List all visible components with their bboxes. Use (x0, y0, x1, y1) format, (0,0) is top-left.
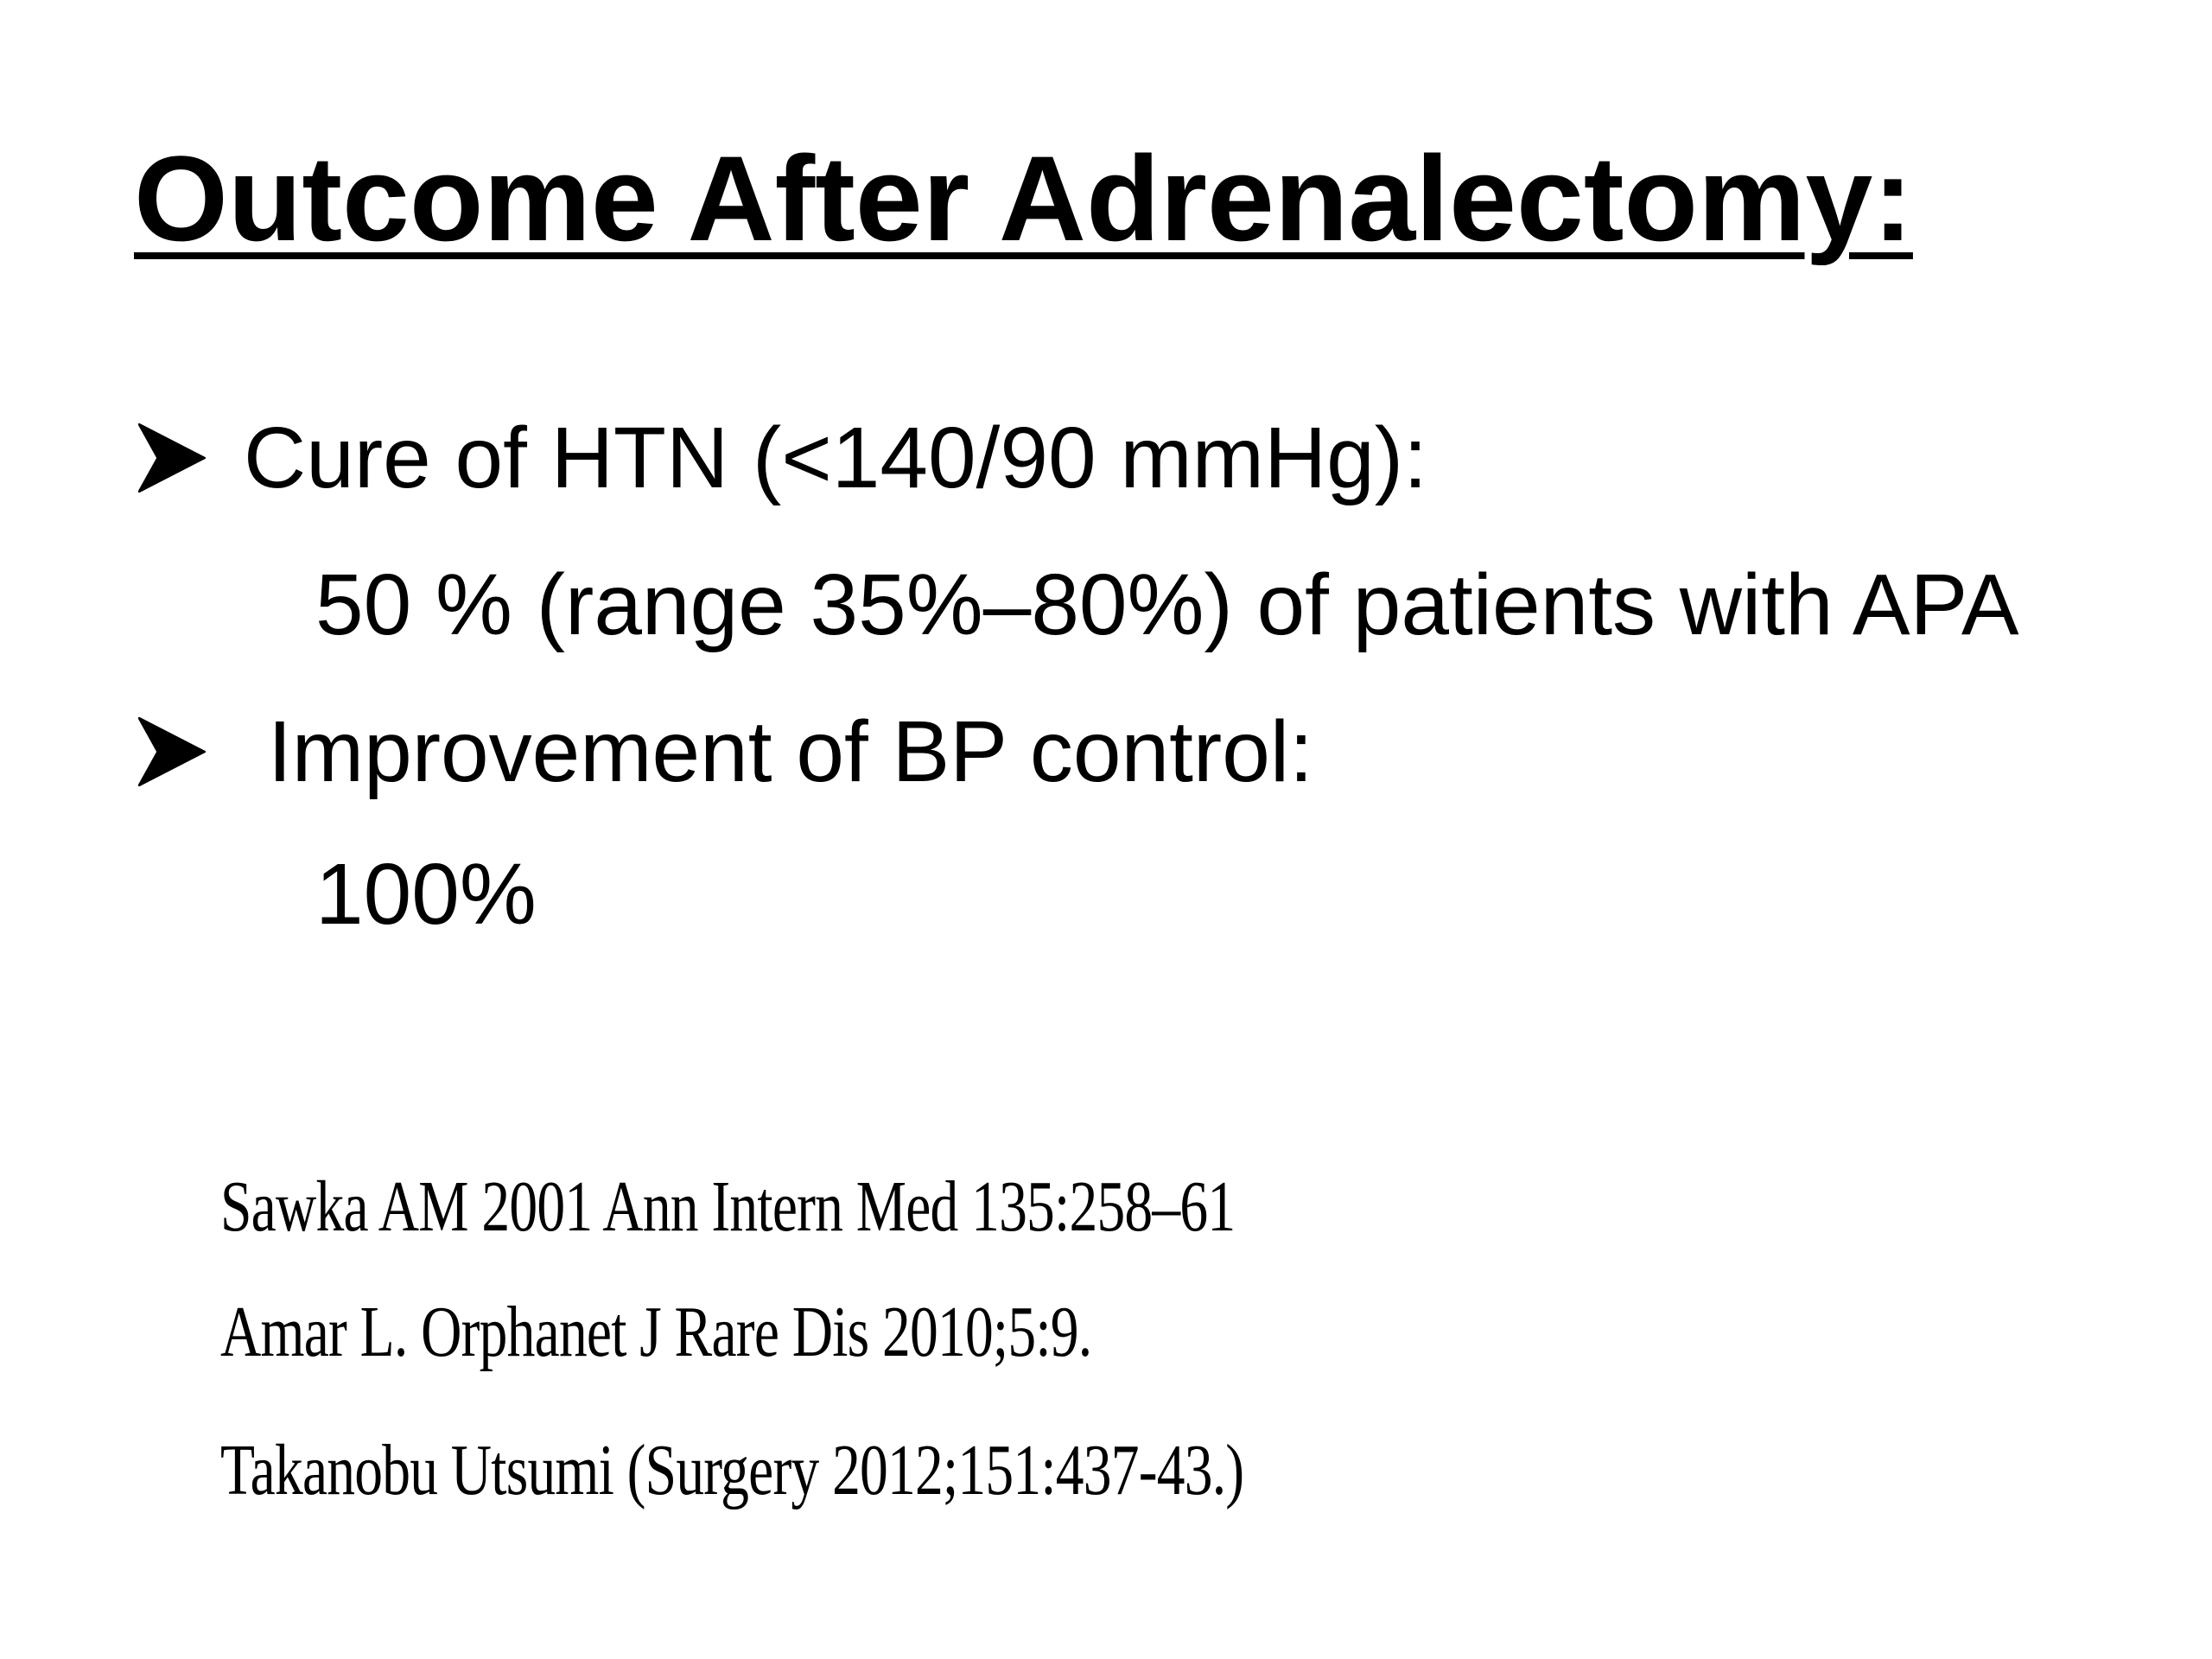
bullet-text: Improvement of BP control: (268, 703, 1313, 800)
bullet-item-cure (138, 410, 1427, 506)
reference-citation: Sawka AM 2001 Ann Intern Med 135:258–61 (220, 1166, 1236, 1247)
arrowhead-bullet-icon (138, 717, 206, 786)
bullet-item-improvement (138, 703, 1313, 800)
reference-citation: Takanobu Utsumi (Surgery 2012;151:437-43.) (220, 1430, 1244, 1510)
slide-title: Outcome After Adrenalectomy: (134, 130, 1913, 266)
bullet-detail: 50 % (range 35%–80%) of patients with APA (315, 556, 2019, 653)
bullet-text: Cure of HTN (<140/90 mmHg): (244, 410, 1427, 506)
reference-citation: Amar L. Orphanet J Rare Dis 2010;5:9. (220, 1292, 1092, 1372)
bullet-detail: 100% (315, 846, 537, 943)
arrowhead-bullet-icon (138, 423, 206, 493)
